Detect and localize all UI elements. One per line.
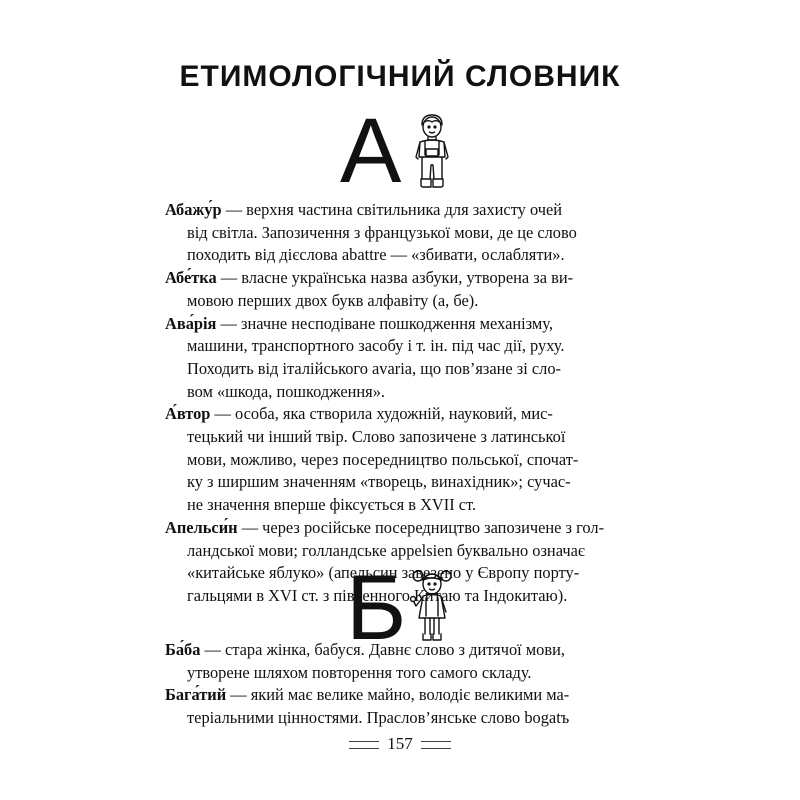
girl-figure-icon	[410, 568, 454, 646]
section-letter-a	[340, 100, 470, 202]
entry-line: — через російське посередництво запозичене з гол-	[237, 517, 605, 537]
entry-line: Походить від італійського avaria, що пов’язане зі сло-	[187, 358, 561, 378]
entry-bahatyi	[165, 684, 621, 729]
entry-line: — верхня частина світильника для захисту очей	[221, 200, 563, 219]
headword: Ава́рія	[165, 313, 217, 333]
entry-line: — власне українська назва азбуки, утворена за ви-	[216, 268, 574, 288]
entry-baba	[165, 639, 621, 684]
entry-line: ку з ширшим значенням «творець, винахідник»; сучас-	[187, 472, 571, 492]
entry-line: машини, транспортного засобу і т. ін. під час дії, руху.	[187, 336, 565, 356]
entry-line: «китайське яблуко» (апельсин завезено у Європу порту-	[187, 563, 580, 583]
entry-line: походить від дієслова abattre — «збивати, ослабляти».	[187, 245, 565, 265]
headword: Абе́тка	[165, 268, 217, 288]
page-footer	[0, 734, 800, 754]
entry-line: не значення вперше фіксується в XVII ст.	[187, 495, 477, 515]
entry-line: тецький чи інший твір. Слово запозичене з латинської	[187, 427, 566, 447]
entry-line: ландської мови; голландське appelsien буквально означає	[187, 540, 585, 560]
entry-line: — який має велике майно, володіє великими ма-	[226, 685, 570, 705]
headword: Ба́ба	[165, 640, 201, 659]
entry-line: вом «шкода, пошкодження».	[187, 381, 385, 401]
entry-line: — значне несподіване пошкодження механізму,	[216, 313, 553, 333]
headword: Апельси́н	[165, 517, 238, 537]
section-letter-b	[340, 557, 470, 659]
big-letter-b: Б	[346, 557, 407, 659]
entry-line: — особа, яка створила художній, науковий, мис-	[210, 404, 553, 424]
entry-avariia	[165, 313, 621, 404]
entries-section-b	[165, 639, 621, 730]
headword: А́втор	[165, 404, 211, 424]
footer-rule-right	[421, 741, 451, 749]
entry-abetka	[165, 267, 621, 312]
entry-line: — стара жінка, бабуся. Давнє слово з дитячої мови,	[200, 640, 565, 659]
footer-rule-left	[349, 741, 379, 749]
entry-abazhur	[165, 199, 621, 267]
entry-line: від світла. Запозичення з французької мови, де це слово	[187, 222, 577, 242]
entries-section-a	[165, 199, 621, 608]
entry-line: утворене шляхом повторення того самого складу.	[187, 662, 532, 682]
boy-figure-icon	[410, 113, 454, 191]
entry-line: мови, можливо, через посередництво польської, спочат-	[187, 449, 579, 469]
entry-avtor	[165, 403, 621, 517]
page-number: 157	[387, 734, 413, 753]
headword: Бага́тий	[165, 685, 227, 705]
big-letter-a: А	[340, 100, 402, 202]
entry-line: гальцями в XVI ст. з південного Китаю та Індокитаю).	[187, 585, 568, 605]
page-title: ЕТИМОЛОГІЧНИЙ СЛОВНИК	[179, 60, 621, 93]
entry-line: теріальними цінностями. Праслов’янське слово bogatъ	[187, 708, 570, 728]
headword: Абажу́р	[165, 200, 222, 219]
entry-line: мовою перших двох букв алфавіту (а, бе).	[187, 290, 479, 310]
